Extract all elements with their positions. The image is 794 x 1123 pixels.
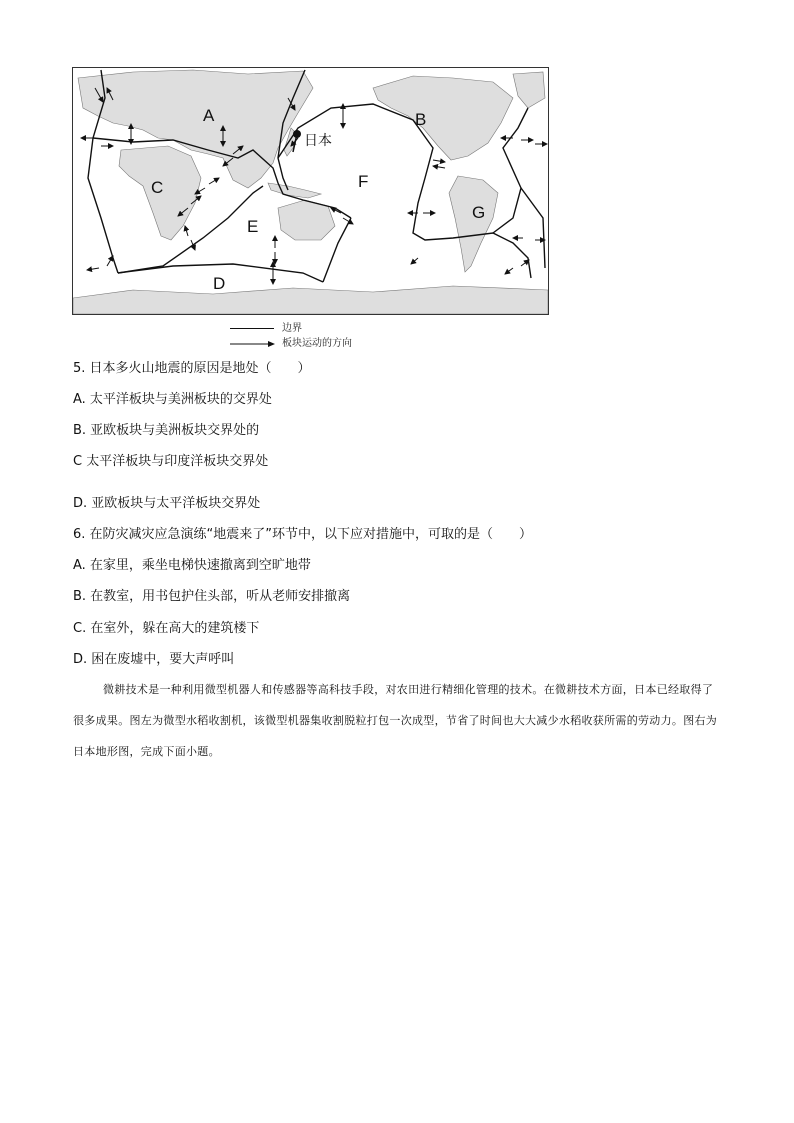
legend-direction-text: 板块运动的方向 xyxy=(282,338,352,349)
plate-label-f: F xyxy=(358,172,369,191)
q5-option-d[interactable]: D. 亚欧板块与太平洋板块交界处 xyxy=(73,496,261,511)
plate-label-g: G xyxy=(472,203,486,222)
plate-map-svg xyxy=(73,68,548,314)
arrow-icon xyxy=(230,337,276,351)
plate-label-b: B xyxy=(415,110,427,129)
q6-stem: 6. 在防灾减灾应急演练“地震来了”环节中，以下应对措施中，可取的是（ ） xyxy=(73,527,533,542)
q5-stem: 5. 日本多火山地震的原因是地处（ ） xyxy=(73,361,311,376)
q6-option-a[interactable]: A. 在家里，乘坐电梯快速撤离到空旷地带 xyxy=(73,558,311,573)
landmasses xyxy=(73,70,548,314)
japan-label: 日本 xyxy=(304,133,332,149)
passage-text: 微耕技术是一种利用微型机器人和传感器等高科技手段，对农田进行精细化管理的技术。在微耕技术方面，日本已经取得了很多成果。图左为微型水稻收割机，该微型机器集收割脱粒打包一次成型，节省了时间也大大减少水稻收获所需的劳动力。图右为日本地形图，完成下面小题。 xyxy=(73,683,718,758)
q5-option-b[interactable]: B. 亚欧板块与美洲板块交界处的 xyxy=(73,423,260,438)
north-america-land xyxy=(373,76,513,160)
legend-direction xyxy=(230,337,390,351)
south-america-land xyxy=(449,176,498,272)
boundary-line-icon xyxy=(230,328,274,329)
map-legend xyxy=(230,322,390,352)
q6-option-d[interactable]: D. 困在废墟中，要大声呼叫 xyxy=(73,652,235,667)
plate-label-d: D xyxy=(213,274,226,293)
legend-boundary xyxy=(230,322,390,336)
q5-option-a[interactable]: A. 太平洋板块与美洲板块的交界处 xyxy=(73,392,272,407)
plate-label-e: E xyxy=(247,217,259,236)
plate-label-c: C xyxy=(151,178,164,197)
indonesia-land xyxy=(268,183,321,198)
q6-option-b[interactable]: B. 在教室，用书包护住头部，听从老师安排撤离 xyxy=(73,589,351,604)
legend-boundary-text: 边界 xyxy=(282,323,302,334)
greenland-land xyxy=(513,72,545,108)
q6-option-c[interactable]: C. 在室外，躲在高大的建筑楼下 xyxy=(73,621,260,636)
passage xyxy=(73,674,723,767)
plate-label-a: A xyxy=(203,106,215,125)
plate-map xyxy=(72,67,549,315)
antarctica-land xyxy=(73,286,548,314)
q5-option-c[interactable]: C 太平洋板块与印度洋板块交界处 xyxy=(73,454,269,469)
